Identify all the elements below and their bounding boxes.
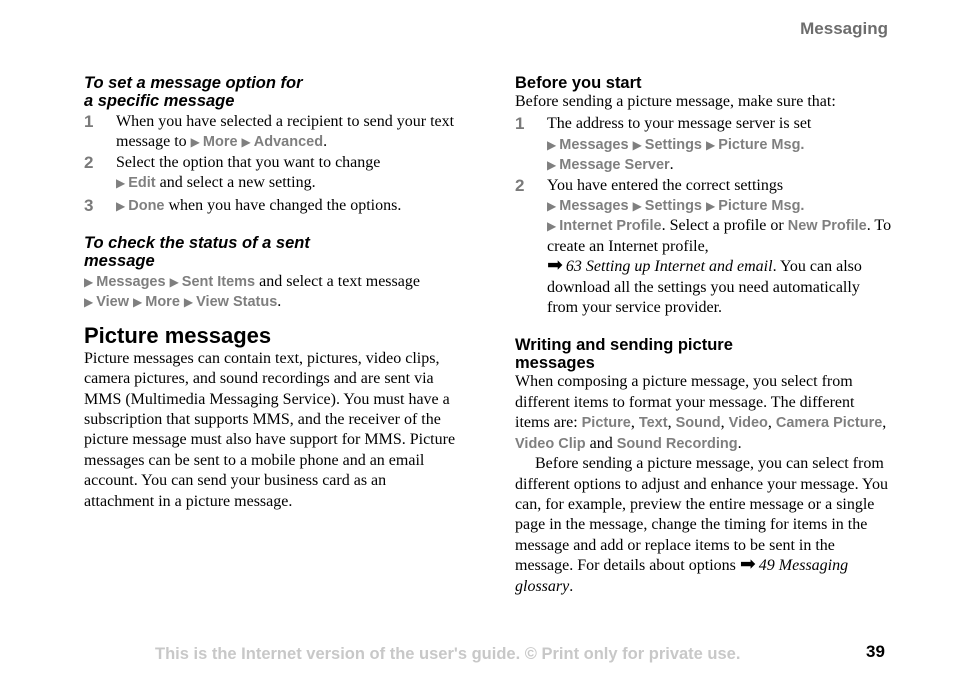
footer-notice: This is the Internet version of the user's guide. © Print only for private use. xyxy=(155,645,741,663)
picture-messages-body: Picture messages can contain text, pictures, video clips, camera pictures, and sound recordings and are sent via MMS (Multimedia Messaging Service). You must have a subscription that supports MMS, and the receiver of the picture message must also have support for MMS. Picture messages can be sent to a mobile phone and an email account. You can send your business card as an attachment in a picture message. xyxy=(84,349,456,510)
menu-item-messages: Messages xyxy=(559,136,629,153)
item-video: Video xyxy=(728,415,768,432)
step-2 xyxy=(84,153,462,194)
menu-arrow-icon: ▶ xyxy=(547,137,557,152)
text: . Select a profile or xyxy=(661,217,788,235)
item-video-clip: Video Clip xyxy=(515,435,586,452)
separator: , xyxy=(667,414,676,432)
item-text: Text xyxy=(638,415,668,432)
menu-item-picture-msg: Picture Msg. xyxy=(718,198,805,215)
step-number: 1 xyxy=(515,114,525,134)
menu-arrow-icon: ▶ xyxy=(706,199,716,214)
menu-item-new-profile: New Profile xyxy=(787,218,867,235)
writing-paragraph-1 xyxy=(515,372,893,454)
menu-arrow-icon: ▶ xyxy=(116,198,126,213)
step-number: 2 xyxy=(515,175,525,195)
menu-item-advanced: Advanced xyxy=(253,134,324,151)
text: When composing a picture message, you select from different items to format your message. The different items are: xyxy=(515,373,855,432)
text: when you have changed the options. xyxy=(164,196,402,214)
heading-line: message xyxy=(84,252,155,271)
text: The address to your message server is set xyxy=(547,115,812,133)
text: . xyxy=(569,577,574,595)
text: . xyxy=(277,293,282,311)
page-reference: 63 Setting up Internet and email xyxy=(565,258,773,276)
reference-arrow-icon: ➡ xyxy=(739,554,756,576)
step-text xyxy=(116,196,462,216)
text: and select a new setting. xyxy=(155,174,316,192)
running-header: Messaging xyxy=(800,19,888,38)
menu-item-done: Done xyxy=(128,197,165,214)
right-column xyxy=(515,74,893,597)
menu-item-edit: Edit xyxy=(128,175,156,192)
left-column xyxy=(84,74,462,512)
menu-item-picture-msg: Picture Msg. xyxy=(718,136,805,153)
separator: , xyxy=(630,414,639,432)
separator: , xyxy=(767,414,776,432)
page-number: 39 xyxy=(866,642,885,661)
step-text xyxy=(547,114,893,175)
step-text xyxy=(116,153,462,194)
menu-arrow-icon: ▶ xyxy=(632,137,642,152)
page-reference: 49 Messaging glossary xyxy=(515,557,849,595)
text: . xyxy=(323,133,328,151)
menu-arrow-icon: ▶ xyxy=(632,199,642,214)
menu-item-more: More xyxy=(145,294,180,311)
menu-arrow-icon: ▶ xyxy=(116,176,126,191)
menu-arrow-icon: ▶ xyxy=(547,158,557,173)
text: Before sending a picture message, you can select from different options to adjust and enhance your message. You can, for example, preview the entire message or a single page in the message, change the timing for items in the message and add or replace items to be sent in the message. For details about options xyxy=(515,455,888,575)
step-number: 1 xyxy=(84,112,94,131)
menu-item-view-status: View Status xyxy=(196,294,278,311)
text: Select the option that you want to change xyxy=(116,153,381,171)
menu-arrow-icon: ▶ xyxy=(547,199,557,214)
step-text xyxy=(547,176,893,319)
reference-arrow-icon: ➡ xyxy=(547,255,563,277)
heading-line: a specific message xyxy=(84,92,235,110)
step-number: 3 xyxy=(84,195,94,215)
text: . You can also download all the settings you need automatically from your service provider. xyxy=(547,258,862,317)
check-status-text xyxy=(84,272,462,313)
menu-arrow-icon: ▶ xyxy=(183,295,194,310)
text: You have entered the correct settings xyxy=(547,176,784,194)
step-text xyxy=(116,112,462,153)
menu-arrow-icon: ▶ xyxy=(133,295,143,310)
step-2 xyxy=(515,176,893,319)
menu-arrow-icon: ▶ xyxy=(84,295,94,310)
heading-line: Writing and sending picture xyxy=(515,336,733,355)
heading-line: messages xyxy=(515,354,595,373)
menu-arrow-icon: ▶ xyxy=(190,135,200,150)
menu-arrow-icon: ▶ xyxy=(84,275,94,290)
heading-check-status xyxy=(84,234,462,270)
step-3 xyxy=(84,196,462,216)
separator: , xyxy=(882,414,887,432)
text: . To create an Internet profile, xyxy=(547,217,892,255)
menu-item-more: More xyxy=(202,134,238,151)
step-number: 2 xyxy=(84,152,94,172)
item-sound: Sound xyxy=(675,415,721,432)
heading-line: To check the status of a sent xyxy=(84,234,310,253)
item-camera-picture: Camera Picture xyxy=(775,415,883,432)
menu-item-sent-items: Sent Items xyxy=(181,274,256,291)
heading-before-you-start: Before you start xyxy=(515,74,642,92)
menu-arrow-icon: ▶ xyxy=(241,135,251,150)
menu-item-view: View xyxy=(96,294,130,311)
menu-arrow-icon: ▶ xyxy=(169,275,179,290)
menu-item-messages: Messages xyxy=(559,198,629,215)
text: . xyxy=(737,434,742,452)
before-intro: Before sending a picture message, make sure that: xyxy=(515,93,836,110)
step-1 xyxy=(515,114,893,175)
text: When you have selected a recipient to send your text message to xyxy=(116,113,455,151)
heading-writing-sending xyxy=(515,336,893,372)
menu-item-settings: Settings xyxy=(644,198,702,215)
step-1 xyxy=(84,112,462,153)
menu-arrow-icon: ▶ xyxy=(706,137,716,152)
menu-arrow-icon: ▶ xyxy=(547,219,557,234)
heading-line: To set a message option for xyxy=(84,74,303,92)
writing-paragraph-2 xyxy=(515,454,893,597)
heading-set-message-option xyxy=(84,74,462,110)
text: and select a text message xyxy=(255,273,420,291)
menu-item-message-server: Message Server xyxy=(559,157,670,174)
separator: and xyxy=(585,434,617,452)
menu-item-internet-profile: Internet Profile xyxy=(559,218,662,235)
menu-item-settings: Settings xyxy=(644,136,702,153)
menu-item-messages: Messages xyxy=(96,274,166,291)
text: . xyxy=(669,156,674,174)
separator: , xyxy=(720,414,729,432)
item-sound-recording: Sound Recording xyxy=(616,435,738,452)
heading-picture-messages: Picture messages xyxy=(84,322,272,348)
item-picture: Picture xyxy=(581,415,631,432)
